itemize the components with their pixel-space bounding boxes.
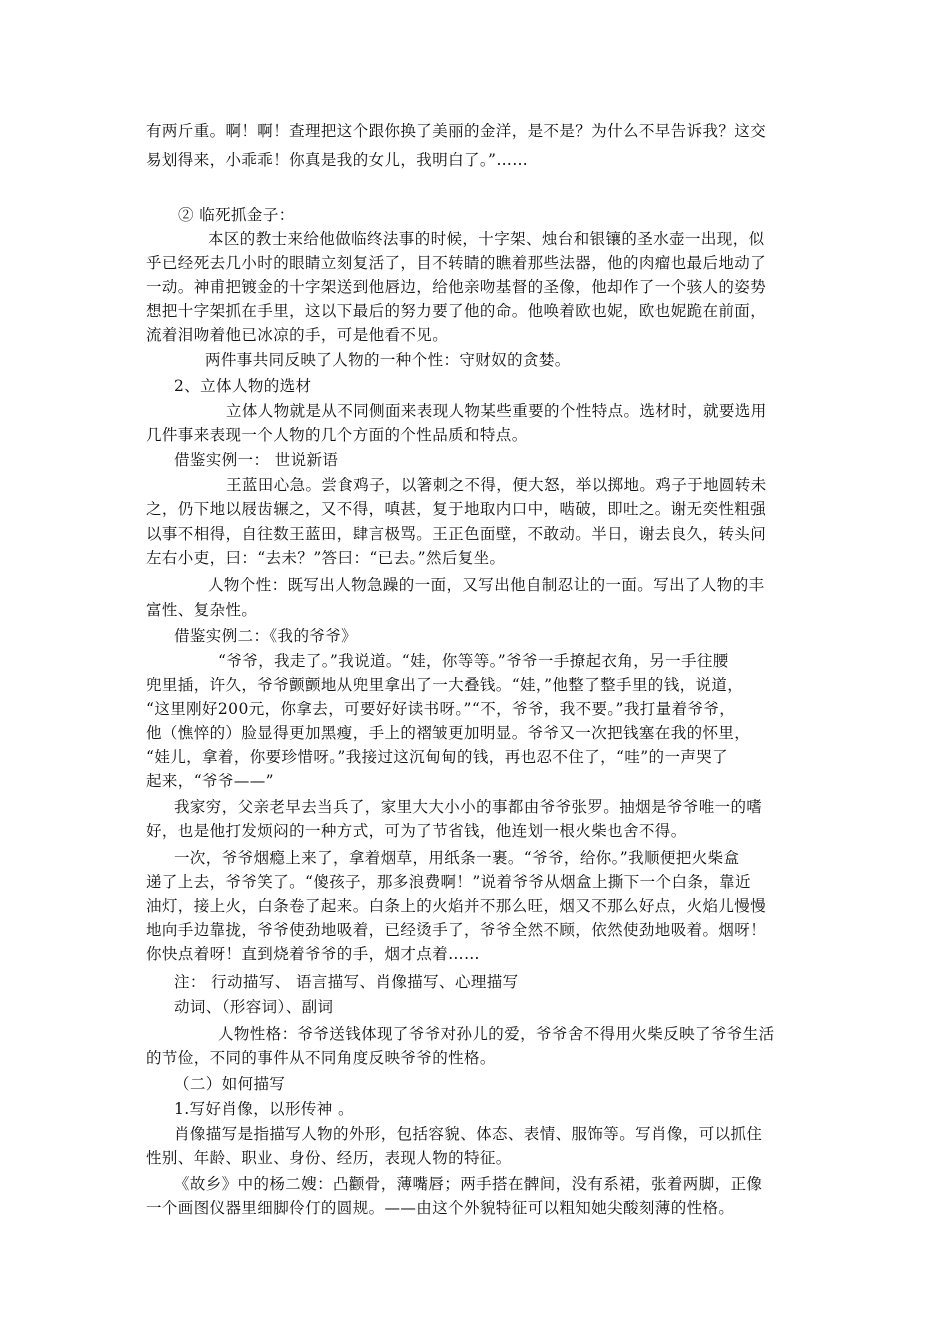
text-line: 两件事共同反映了人物的一种个性：守财奴的贪婪。 bbox=[205, 351, 571, 369]
text-line: 流着泪吻着他已冰凉的手，可是他看不见。 bbox=[146, 326, 449, 344]
text-line: 他（憔悴的）脸显得更加黑瘦，手上的褶皱更加明显。爷爷又一次把钱塞在我的怀里， bbox=[146, 724, 751, 742]
text-line: 好，也是他打发烦闷的一种方式，可为了节省钱，他连划一根火柴也舍不得。 bbox=[146, 822, 687, 840]
section-heading: ② 临死抓金子： bbox=[178, 206, 295, 224]
text-line: 左右小吏，曰：“去未？”答曰：“已去。”然后复坐。 bbox=[146, 549, 506, 567]
text-line: 递了上去，爷爷笑了。“傻孩子，那多浪费啊！”说着爷爷从烟盒上撕下一个白条，靠近 bbox=[146, 873, 751, 891]
text-line: 肖像描写是指描写人物的外形，包括容貌、体态、表情、服饰等。写肖像，可以抓住 bbox=[174, 1125, 763, 1143]
text-line: 富性、复杂性。 bbox=[146, 601, 258, 619]
text-line: 《故乡》中的杨二嫂：凸颧骨，薄嘴唇；两手搭在髀间，没有系裙，张着两脚，正像 bbox=[174, 1175, 763, 1193]
text-line: 人物个性：既写出人物急躁的一面，又写出他自制忍让的一面。写出了人物的丰 bbox=[208, 576, 765, 594]
text-line: 的节俭，不同的事件从不同角度反映爷爷的性格。 bbox=[146, 1049, 496, 1067]
text-line: “这里刚好200元，你拿去，可要好好读书呀。”“不，爷爷，我不要。”我打量着爷爷， bbox=[146, 700, 736, 718]
text-line: 你快点着呀！直到烧着爷爷的手，烟才点着…… bbox=[146, 945, 480, 963]
text-line: 以事不相得，自往数王蓝田，肆言极骂。王正色面壁，不敢动。半日，谢去良久，转头问 bbox=[146, 525, 767, 543]
example-heading: 借鉴实例二：《我的爷爷》 bbox=[174, 627, 358, 645]
text-line: 性别、年龄、职业、身份、经历，表现人物的特征。 bbox=[146, 1149, 512, 1167]
text-line: 王蓝田心急。尝食鸡子，以箸刺之不得，便大怒，举以掷地。鸡子于地圆转未 bbox=[226, 476, 767, 494]
text-line: 立体人物就是从不同侧面来表现人物某些重要的个性特点。选材时，就要选用 bbox=[226, 402, 767, 420]
text-line: 兜里插，许久，爷爷颤颤地从兜里拿出了一大叠钱。“娃，”他整了整手里的钱，说道， bbox=[146, 676, 744, 694]
section-heading: （二）如何描写 bbox=[174, 1075, 286, 1093]
section-heading: 1.写好肖像，以形传神 。 bbox=[174, 1100, 354, 1118]
text-line: 油灯，接上火，白条卷了起来。白条上的火焰并不那么旺，烟又不那么好点，火焰儿慢慢 bbox=[146, 897, 767, 915]
note-line: 动词、（形容词）、副词 bbox=[174, 998, 334, 1016]
text-line: 想把十字架抓在手里，这以下最后的努力要了他的命。他唤着欧也妮，欧也妮跪在前面， bbox=[146, 302, 767, 320]
note-line: 注： 行动描写、 语言描写、肖像描写、心理描写 bbox=[174, 973, 519, 991]
text-line: “娃儿，拿着，你要珍惜呀。”我接过这沉甸甸的钱，再也忍不住了，“哇”的一声哭了 bbox=[146, 748, 729, 766]
example-heading: 借鉴实例一： 世说新语 bbox=[174, 451, 339, 469]
text-line: 一动。神甫把镀金的十字架送到他唇边，给他亲吻基督的圣像，他却作了一个骇人的姿势 bbox=[146, 278, 767, 296]
text-line: 有两斤重。啊！啊！查理把这个跟你换了美丽的金洋，是不是？为什么不早告诉我？这交 bbox=[146, 122, 767, 140]
text-line: 我家穷，父亲老早去当兵了，家里大大小小的事都由爷爷张罗。抽烟是爷爷唯一的嗜 bbox=[174, 798, 763, 816]
text-line: 易划得来，小乖乖！你真是我的女儿，我明白了。”…… bbox=[146, 151, 529, 169]
section-heading: 2、立体人物的选材 bbox=[174, 377, 312, 395]
text-line: 之，仍下地以屐齿辗之，又不得，嗔甚，复于地取内口中，啮破，即吐之。谢无奕性粗强 bbox=[146, 500, 767, 518]
text-line: 地向手边靠拢，爷爷使劲地吸着，已经烫手了，爷爷全然不顾，依然使劲地吸着。烟呀！ bbox=[146, 921, 767, 939]
text-line: 人物性格：爷爷送钱体现了爷爷对孙儿的爱，爷爷舍不得用火柴反映了爷爷生活 bbox=[218, 1025, 775, 1043]
text-line: 一次，爷爷烟瘾上来了，拿着烟草，用纸条一裹。“爷爷，给你。”我顺便把火柴盒 bbox=[174, 849, 740, 867]
text-line: 一个画图仪器里细脚伶仃的圆规。——由这个外貌特征可以粗知她尖酸刻薄的性格。 bbox=[146, 1199, 735, 1217]
text-line: 本区的教士来给他做临终法事的时候，十字架、烛台和银镶的圣水壶一出现，似 bbox=[208, 230, 765, 248]
text-line: 起来，“爷爷——” bbox=[146, 772, 274, 790]
text-line: 乎已经死去几小时的眼睛立刻复活了，目不转睛的瞧着那些法器，他的肉瘤也最后地动了 bbox=[146, 254, 767, 272]
text-line: “爷爷，我走了。”我说道。“娃，你等等。”爷爷一手撩起衣角，另一手往腰 bbox=[218, 652, 729, 670]
text-line: 几件事来表现一个人物的几个方面的个性品质和特点。 bbox=[146, 426, 528, 444]
